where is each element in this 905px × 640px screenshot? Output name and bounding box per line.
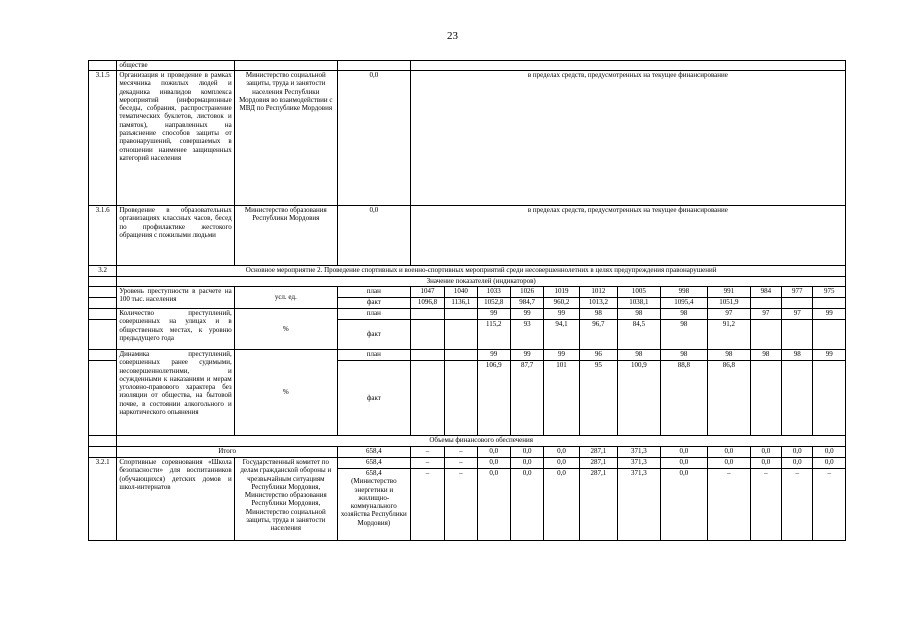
financing-value: –	[813, 469, 846, 541]
financing-value: –	[445, 458, 477, 469]
plan-value: 991	[708, 287, 750, 298]
item-description: Организация и проведение в рамках месячника пожилых людей и декадника инвалидов комплекса мероприятий (информационные беседы, собрания, распространение тематических буклетов, листовок и памяток), направленных на разъяснение способов защиты от правонарушений, совершаемых в отношении наименее защищенных категорий населения	[117, 71, 234, 206]
fact-value	[445, 361, 477, 436]
indicator-name: Динамика преступлений, совершенных ранее судимыми, несовершеннолетними, и осужденными к наказаниям и мерам уголовно-правового характера без изоляции от общества, на бытовой почве, в состоянии алкогольного и наркотического опьянения	[117, 350, 234, 436]
fact-value: 1095,4	[660, 298, 708, 309]
plan-value: 99	[544, 350, 579, 361]
financing-value: 0,0	[813, 458, 846, 469]
fact-value: 106,9	[477, 361, 510, 436]
plan-value: 1026	[510, 287, 543, 298]
itogo-value: 0,0	[750, 447, 781, 458]
item-financing-note: в пределах средств, предусмотренных на текущее финансирование	[410, 206, 845, 266]
fact-value	[813, 361, 846, 436]
fact-value: 84,5	[618, 320, 660, 350]
page-number: 23	[447, 30, 458, 42]
fact-value	[782, 298, 813, 309]
item-number: 3.1.6	[89, 206, 117, 266]
itogo-value: 0,0	[813, 447, 846, 458]
item-financing-note: в пределах средств, предусмотренных на текущее финансирование	[410, 71, 845, 206]
continuation-text: обществе	[117, 61, 234, 71]
plan-value: 1005	[618, 287, 660, 298]
plan-value: 99	[510, 309, 543, 320]
fact-value	[410, 320, 444, 350]
item-total: 0,0	[337, 206, 410, 266]
fact-value: 94,1	[544, 320, 579, 350]
indicator-unit: %	[234, 350, 337, 436]
plan-value: 1047	[410, 287, 444, 298]
fact-value: 93	[510, 320, 543, 350]
item-total: 658,4	[337, 458, 410, 469]
fact-value: 1038,1	[618, 298, 660, 309]
fact-label: факт	[337, 361, 410, 436]
row-3-1-6	[89, 206, 846, 266]
fact-value: 1051,9	[708, 298, 750, 309]
itogo-value: 0,0	[477, 447, 510, 458]
fact-value	[813, 298, 846, 309]
fact-value	[750, 298, 781, 309]
program-table	[88, 60, 846, 541]
financing-value: –	[750, 469, 781, 541]
plan-value: 975	[813, 287, 846, 298]
financing-value: –	[410, 458, 444, 469]
financing-value: 0,0	[544, 469, 579, 541]
fact-value	[445, 320, 477, 350]
plan-value: 98	[618, 350, 660, 361]
indicators-header-row	[89, 277, 846, 287]
plan-value: 984	[750, 287, 781, 298]
financing-value: 287,1	[579, 458, 617, 469]
itogo-value: 0,0	[660, 447, 708, 458]
fact-value	[782, 361, 813, 436]
financing-value: 0,0	[750, 458, 781, 469]
plan-label: план	[337, 350, 410, 361]
plan-value: 99	[477, 309, 510, 320]
plan-value: 1040	[445, 287, 477, 298]
indicator-unit: усл. ед.	[234, 287, 337, 309]
indicators-header: Значение показателей (индикаторов)	[117, 277, 846, 287]
plan-value: 99	[813, 309, 846, 320]
itogo-value: 287,1	[579, 447, 617, 458]
item-total: 658,4	[365, 469, 382, 477]
fact-value	[750, 320, 781, 350]
fact-value: 1013,2	[579, 298, 617, 309]
plan-value: 99	[477, 350, 510, 361]
fact-value: 95	[579, 361, 617, 436]
item-executor: Министерство социальной защиты, труда и занятости населения Республики Мордовия во взаимодействии с МВД по Республике Мордовия	[234, 71, 337, 206]
fact-value: 984,7	[510, 298, 543, 309]
plan-value: 1012	[579, 287, 617, 298]
plan-value: 99	[544, 309, 579, 320]
indicator-1-plan-row	[89, 287, 846, 298]
fact-value	[782, 320, 813, 350]
indicator-2-plan-row	[89, 309, 846, 320]
financing-value: 371,3	[618, 469, 660, 541]
fact-value	[750, 361, 781, 436]
fact-value: 1052,8	[477, 298, 510, 309]
plan-value: 98	[660, 309, 708, 320]
item-number: 3.2	[89, 266, 117, 277]
plan-value: 96	[579, 350, 617, 361]
itogo-label: Итого	[117, 447, 338, 458]
plan-label: план	[337, 287, 410, 298]
fact-value: 87,7	[510, 361, 543, 436]
plan-value: 97	[750, 309, 781, 320]
fact-value: 88,8	[660, 361, 708, 436]
indicator-unit: %	[234, 309, 337, 350]
plan-value	[410, 350, 444, 361]
item-executor: Государственный комитет по делам гражданской обороны и чрезвычайным ситуациям Республики Мордовия, Министерство образования Республики Мордовия, Министерство социальной защиты, труда и занятости населения	[234, 458, 337, 541]
fact-value: 101	[544, 361, 579, 436]
fact-value: 115,2	[477, 320, 510, 350]
indicator-3-plan-row	[89, 350, 846, 361]
financing-header-row	[89, 436, 846, 447]
financing-header: Объемы финансового обеспечения	[117, 436, 846, 447]
itogo-value: –	[410, 447, 444, 458]
indicator-name: Количество преступлений, совершенных на улицах и в общественных местах, к уровню предыдущего года	[117, 309, 234, 350]
itogo-value: –	[445, 447, 477, 458]
row-3-2-1-line1	[89, 458, 846, 469]
fact-value: 1136,1	[445, 298, 477, 309]
financing-value: 0,0	[782, 458, 813, 469]
fact-value	[410, 361, 444, 436]
financing-value: 371,3	[618, 458, 660, 469]
plan-value: 98	[579, 309, 617, 320]
plan-value: 998	[660, 287, 708, 298]
plan-value: 98	[782, 350, 813, 361]
financing-value: –	[708, 469, 750, 541]
itogo-value: 0,0	[782, 447, 813, 458]
itogo-value: 0,0	[510, 447, 543, 458]
plan-value	[410, 309, 444, 320]
item-executor: Министерство образования Республики Мордовия	[234, 206, 337, 266]
fact-value: 96,7	[579, 320, 617, 350]
financing-value: 0,0	[660, 469, 708, 541]
fact-value: 91,2	[708, 320, 750, 350]
financing-value: 0,0	[510, 469, 543, 541]
row-continuation	[89, 61, 846, 71]
financing-value: –	[410, 469, 444, 541]
plan-label: план	[337, 309, 410, 320]
fact-value	[813, 320, 846, 350]
item-number: 3.2.1	[89, 458, 117, 541]
indicator-name: Уровень преступности в расчете на 100 тыс. населения	[117, 287, 234, 309]
plan-value: 98	[660, 350, 708, 361]
fact-value: 98	[660, 320, 708, 350]
row-3-1-5	[89, 71, 846, 206]
fact-value: 1096,8	[410, 298, 444, 309]
item-total-with-note	[337, 469, 410, 541]
financing-value: 0,0	[477, 469, 510, 541]
plan-value	[445, 309, 477, 320]
plan-value: 1019	[544, 287, 579, 298]
financing-value: –	[445, 469, 477, 541]
itogo-value: 0,0	[708, 447, 750, 458]
fact-value: 960,2	[544, 298, 579, 309]
item-description: Проведение в образовательных организациях классных часов, бесед по профилактике жестокого обращения с пожилыми людьми	[117, 206, 234, 266]
row-3-2	[89, 266, 846, 277]
itogo-value: 0,0	[544, 447, 579, 458]
fact-label: факт	[337, 320, 410, 350]
plan-value: 97	[782, 309, 813, 320]
plan-value: 98	[618, 309, 660, 320]
plan-value	[445, 350, 477, 361]
itogo-row	[89, 447, 846, 458]
financing-value: 0,0	[477, 458, 510, 469]
fact-value: 86,8	[708, 361, 750, 436]
financing-value: 287,1	[579, 469, 617, 541]
plan-value: 97	[708, 309, 750, 320]
itogo-total: 658,4	[337, 447, 410, 458]
financing-value: 0,0	[544, 458, 579, 469]
item-total-note: (Министерство энергетики и жилищно-коммунального хозяйства Республики Мордовия)	[340, 477, 407, 527]
item-number: 3.1.5	[89, 71, 117, 206]
plan-value: 99	[510, 350, 543, 361]
financing-value: 0,0	[660, 458, 708, 469]
plan-value: 1033	[477, 287, 510, 298]
plan-value: 99	[813, 350, 846, 361]
item-total: 0,0	[337, 71, 410, 206]
financing-value: 0,0	[510, 458, 543, 469]
itogo-value: 371,3	[618, 447, 660, 458]
financing-value: –	[782, 469, 813, 541]
plan-value: 98	[750, 350, 781, 361]
fact-label: факт	[337, 298, 410, 309]
fact-value: 100,9	[618, 361, 660, 436]
financing-value: 0,0	[708, 458, 750, 469]
main-activity-title: Основное мероприятие 2. Проведение спортивных и военно-спортивных мероприятий среди несовершеннолетних в целях предупреждения правонарушений	[117, 266, 846, 277]
plan-value: 977	[782, 287, 813, 298]
item-description: Спортивные соревнования «Школа безопасности» для воспитанников (обучающихся) детских домов и школ-интернатов	[117, 458, 234, 541]
plan-value: 98	[708, 350, 750, 361]
